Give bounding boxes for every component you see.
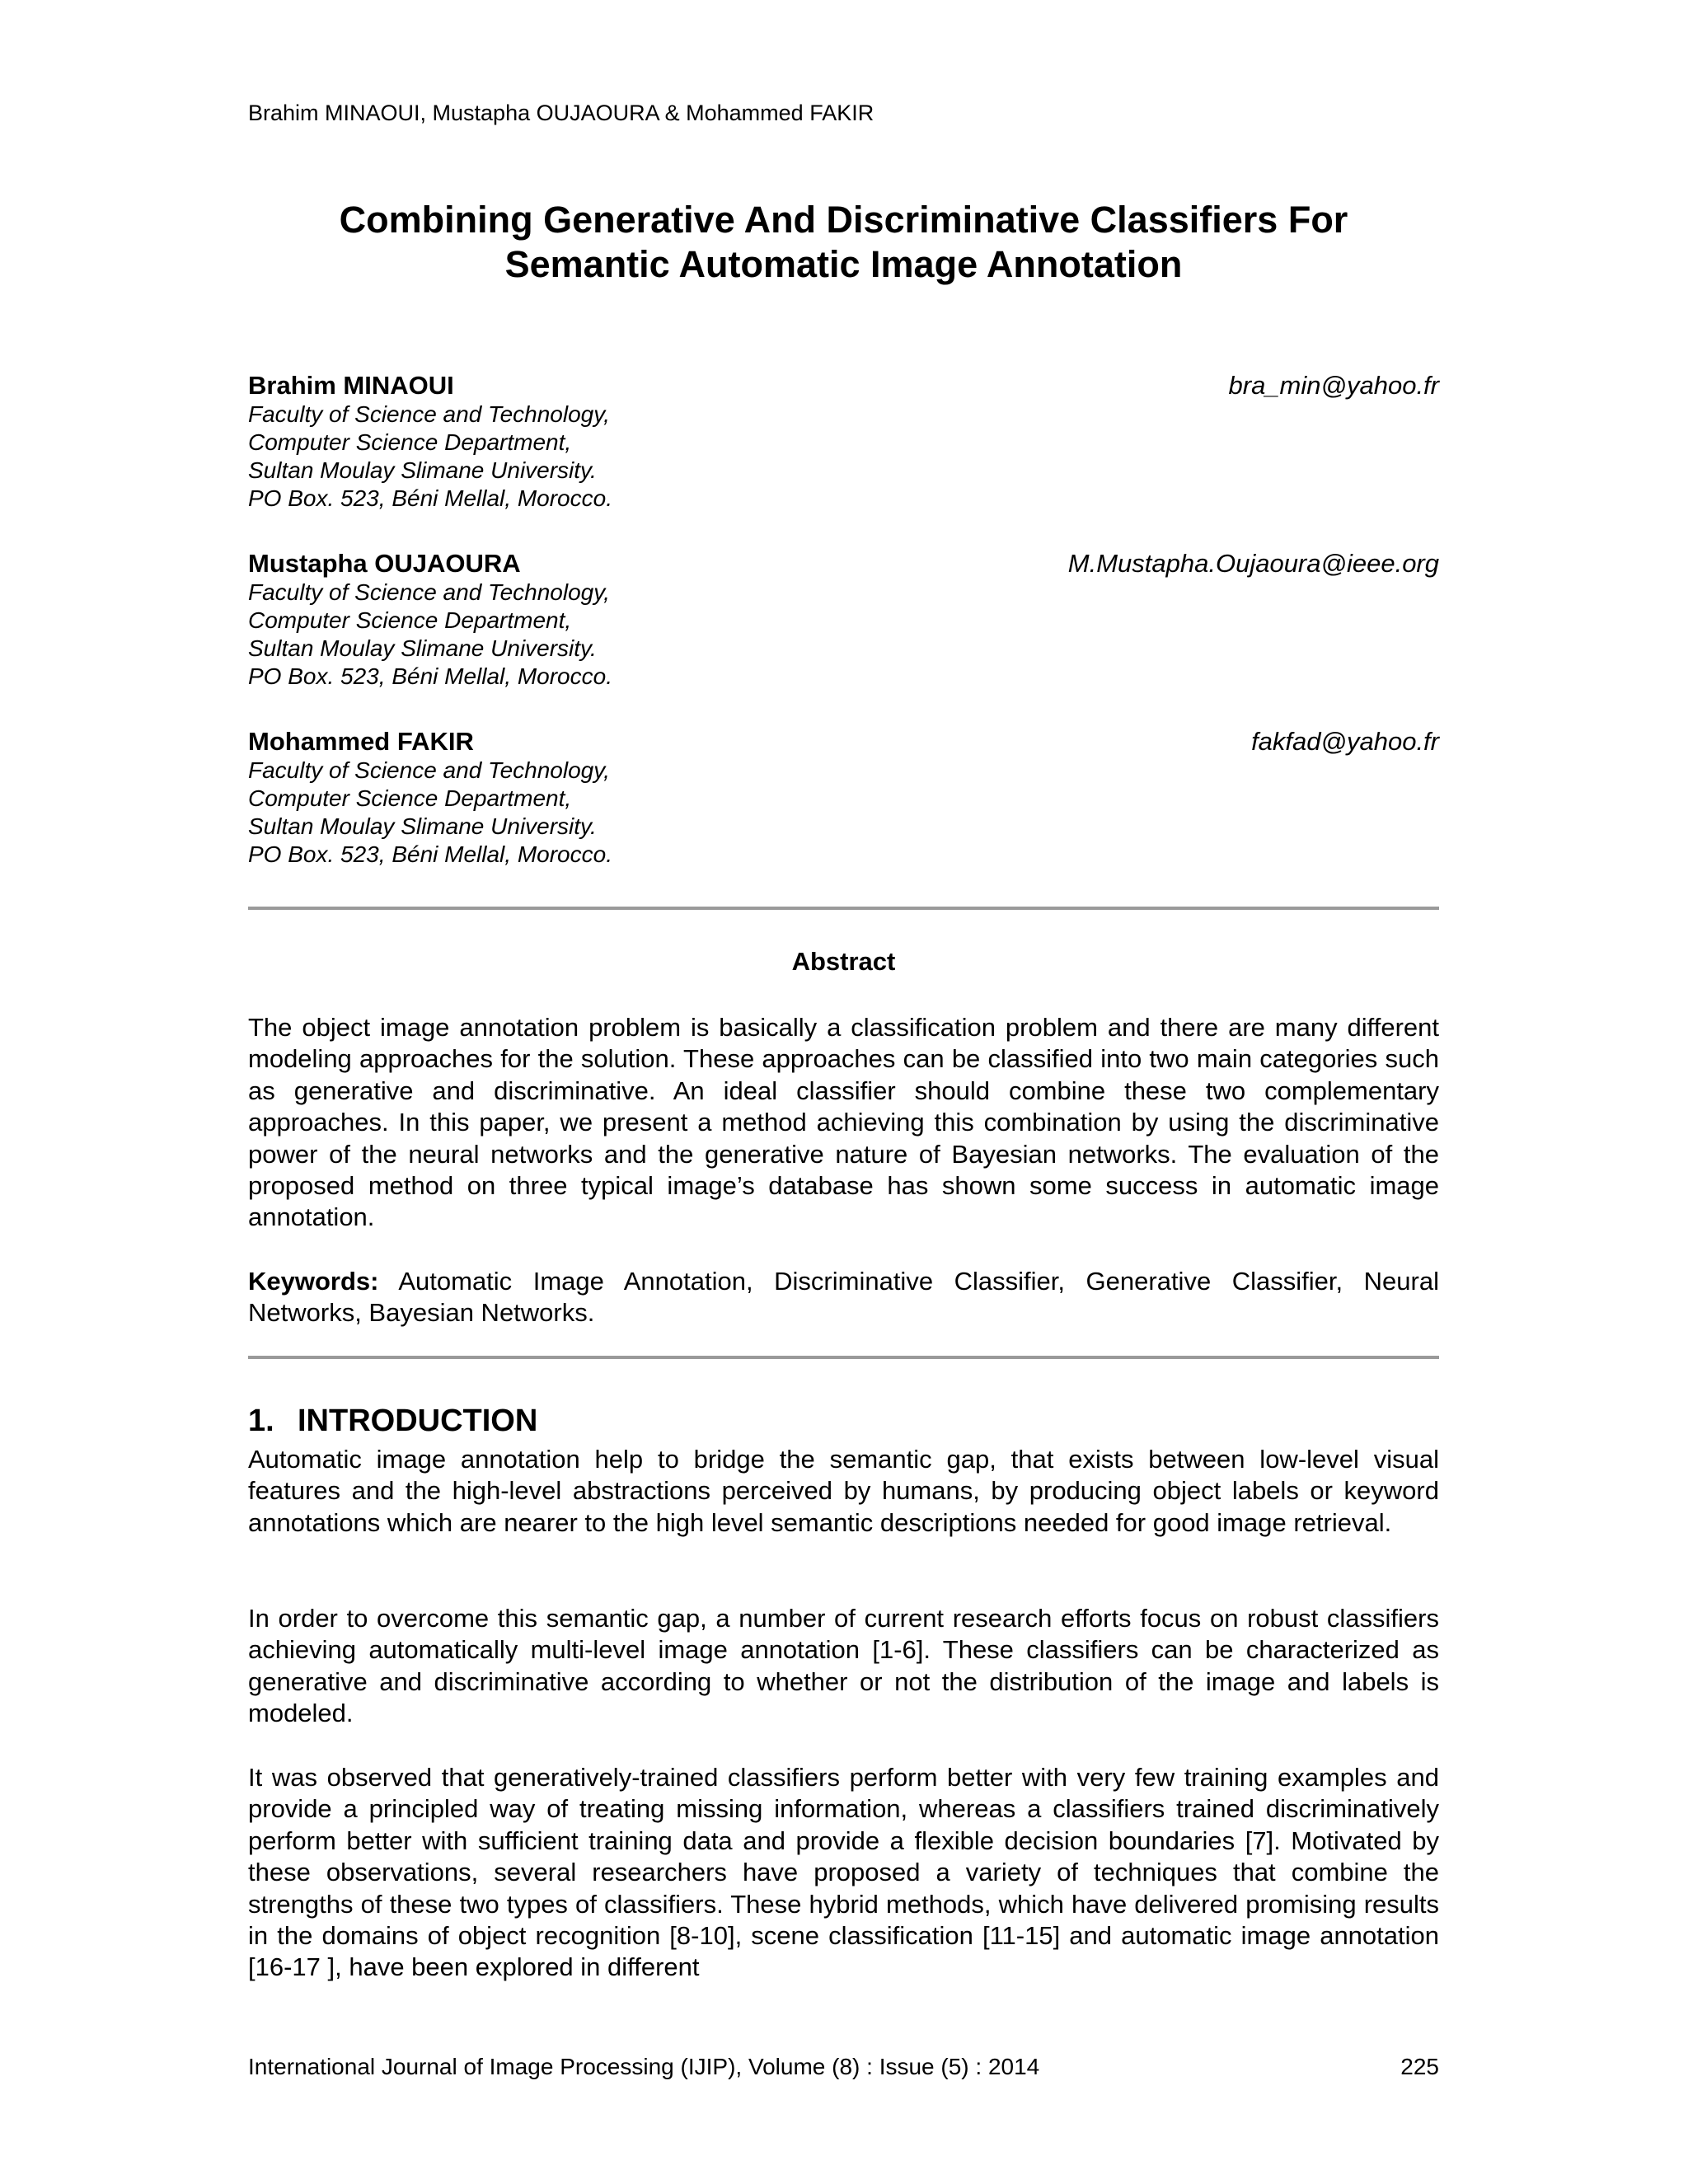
author-list [248, 371, 1439, 905]
title-line-1: Combining Generative And Discriminative Classifiers For [339, 199, 1348, 241]
affiliation-line: Faculty of Science and Technology, [248, 579, 610, 605]
keywords-list: Automatic Image Annotation, Discriminative Classifier, Generative Classifier, Neural Networks, Bayesian Networks. [248, 1267, 1439, 1328]
affiliation-line: PO Box. 523, Béni Mellal, Morocco. [248, 663, 612, 689]
affiliation-line: Computer Science Department, [248, 607, 572, 633]
abstract-heading: Abstract [791, 947, 896, 976]
author-name: Mustapha OUJAOURA [248, 549, 521, 578]
author-block [248, 549, 1439, 727]
affiliation-line: Sultan Moulay Slimane University. [248, 813, 597, 839]
affiliation-line: Computer Science Department, [248, 785, 572, 811]
keywords [248, 1266, 1439, 1329]
author-email[interactable]: bra_min@yahoo.fr [1228, 371, 1439, 400]
divider-rule-bottom [248, 1356, 1439, 1359]
author-name: Mohammed FAKIR [248, 727, 474, 756]
author-name: Brahim MINAOUI [248, 371, 454, 400]
affiliation-line: Faculty of Science and Technology, [248, 757, 610, 783]
author-block [248, 727, 1439, 905]
affiliation-line: Sultan Moulay Slimane University. [248, 635, 597, 661]
title-line-2: Semantic Automatic Image Annotation [504, 243, 1183, 285]
author-email[interactable]: fakfad@yahoo.fr [1251, 727, 1439, 756]
affiliation-line: Faculty of Science and Technology, [248, 401, 610, 427]
affiliation-line: PO Box. 523, Béni Mellal, Morocco. [248, 485, 612, 511]
section-title: INTRODUCTION [298, 1404, 538, 1438]
abstract-text: The object image annotation problem is basically a classification problem and there are many different modeling approaches for the solution. These approaches can be classified into two main categories such as generative and discriminative. An ideal classifier should combine these two complementary approaches. In this paper, we present a method achieving this combination by using the discriminative power of the neural networks and the generative nature of Bayesian networks. The evaluation of the proposed method on three typical image’s database has shown some success in automatic image annotation. [248, 1013, 1439, 1232]
section-number: 1. [248, 1404, 274, 1438]
running-head: Brahim MINAOUI, Mustapha OUJAOURA & Mohammed FAKIR [248, 101, 874, 125]
divider-rule-top [248, 907, 1439, 910]
affiliation-line: Sultan Moulay Slimane University. [248, 457, 597, 483]
intro-paragraph-1: Automatic image annotation help to bridge the semantic gap, that exists between low-level visual features and the high-level abstractions perceived by humans, by producing object labels or keyword annotations which are nearer to the high level semantic descriptions needed for good image retrieval. [248, 1445, 1439, 1537]
intro-paragraph-3: It was observed that generatively-trained classifiers perform better with very few training examples and provide a principled way of treating missing information, whereas a classifiers trained discriminatively perform better with sufficient training data and provide a flexible decision boundaries [7]. Motivated by these observations, several researchers have proposed a variety of techniques that combine the strengths of these two types of classifiers. These hybrid methods, which have delivered promising results in the domains of object recognition [8-10], scene classification [11-15] and automatic image annotation [16-17 ], have been explored in different [248, 1763, 1439, 1982]
affiliation-line: Computer Science Department, [248, 429, 572, 455]
author-email[interactable]: M.Mustapha.Oujaoura@ieee.org [1067, 549, 1439, 578]
affiliation-line: PO Box. 523, Béni Mellal, Morocco. [248, 841, 612, 867]
page-footer [248, 2053, 1439, 2081]
paper-title [248, 198, 1439, 287]
page-number: 225 [1400, 2054, 1439, 2079]
author-block [248, 371, 1439, 549]
intro-paragraph-2: In order to overcome this semantic gap, a number of current research efforts focus on robust classifiers achieving automatically multi-level image annotation [1-6]. These classifiers can be characterized as generative and discriminative according to whether or not the distribution of the image and labels is modeled. [248, 1604, 1439, 1728]
keywords-label: Keywords: [248, 1267, 379, 1296]
section-heading-introduction [248, 1403, 537, 1439]
journal-citation: International Journal of Image Processing (IJIP), Volume (8) : Issue (5) : 2014 [248, 2054, 1040, 2079]
